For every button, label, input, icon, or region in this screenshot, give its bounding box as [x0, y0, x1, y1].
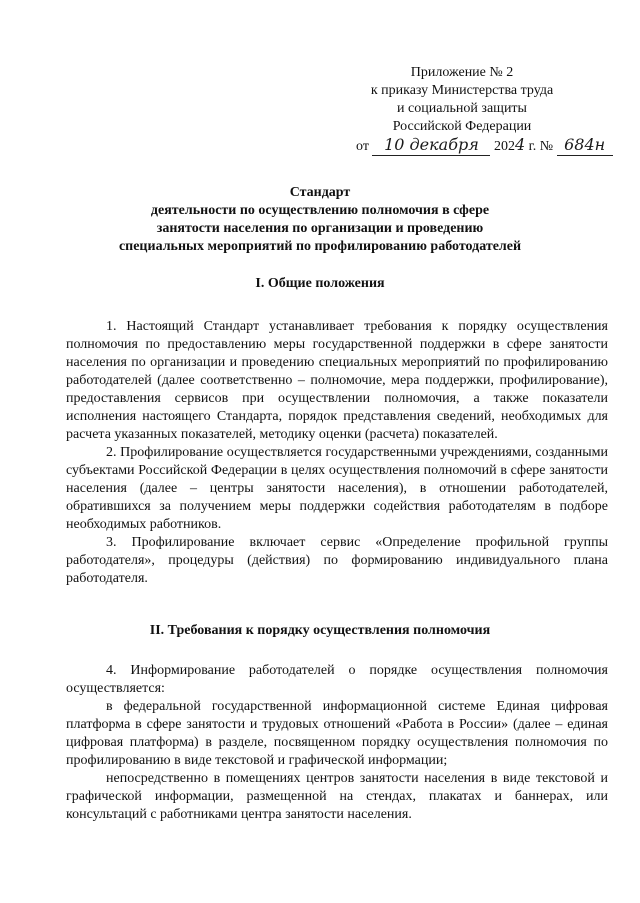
section-2-body: [66, 662, 608, 824]
title-line: занятости населения по организации и проведению: [156, 221, 484, 236]
paragraph: 1. Настоящий Стандарт устанавливает требования к порядку осуществления полномочия по предоставлению меры государственной поддержки в сфере занятости населения по организации и проведению специальных мероприятий по профилированию работодателей (далее соответственно – полномочие, мера поддержки, профилирование), предоставления сервисов при осуществлении полномочия, а также показатели исполнения настоящего Стандарта, порядок представления сведений, необходимых для расчета указанных показателей, методику оценки (расчета) показателей.: [66, 319, 608, 442]
order-number-label: г. №: [528, 139, 554, 154]
document-title: [60, 184, 580, 256]
title-line: Стандарт: [289, 185, 351, 200]
handwritten-year-digit: 4: [514, 135, 526, 154]
section-1-heading: I. Общие положения: [255, 276, 385, 291]
appendix-line: Приложение № 2: [410, 65, 514, 80]
order-reference: [356, 136, 613, 156]
title-line: деятельности по осуществлению полномочия в сфере: [150, 203, 490, 218]
appendix-block: [332, 64, 592, 136]
order-prefix: от: [356, 139, 369, 154]
order-number-field: [557, 137, 613, 156]
paragraph: 2. Профилирование осуществляется государственными учреждениями, созданными субъектами Российской Федерации в целях осуществления полномочий в сфере занятости населения (далее – центры занятости населения), в отношении работодателей, обратившихся за получением меры поддержки содействия работодателям в подборе необходимых работников.: [66, 445, 608, 532]
order-date-field: [372, 137, 490, 156]
section-1-body: [66, 318, 608, 588]
appendix-line: и социальной защиты: [397, 101, 527, 116]
section-2-heading: II. Требования к порядку осуществления полномочия: [149, 623, 491, 638]
paragraph: 3. Профилирование включает сервис «Определение профильной группы работодателя», процедуры (действия) по формированию индивидуального плана работодателя.: [66, 535, 608, 586]
paragraph: 4. Информирование работодателей о порядке осуществления полномочия осуществляется:: [66, 663, 608, 696]
handwritten-date: 10 декабря: [384, 135, 479, 154]
order-year-prefix: 202: [493, 139, 515, 154]
paragraph: в федеральной государственной информационной системе Единая цифровая платформа в сфере занятости и трудовых отношений «Работа в России» (далее – единая цифровая платформа) в разделе, посвященном порядку осуществления полномочия по профилированию в виде текстовой и графической информации;: [66, 699, 608, 768]
paragraph: непосредственно в помещениях центров занятости населения в виде текстовой и графической информации, размещенной на стендах, плакатах и баннерах, или консультаций с работниками центра занятости населения.: [66, 771, 608, 822]
appendix-line: Российской Федерации: [392, 119, 532, 134]
title-line: специальных мероприятий по профилированию работодателей: [118, 239, 522, 254]
handwritten-order-number: 684н: [564, 135, 606, 154]
appendix-line: к приказу Министерства труда: [370, 83, 554, 98]
